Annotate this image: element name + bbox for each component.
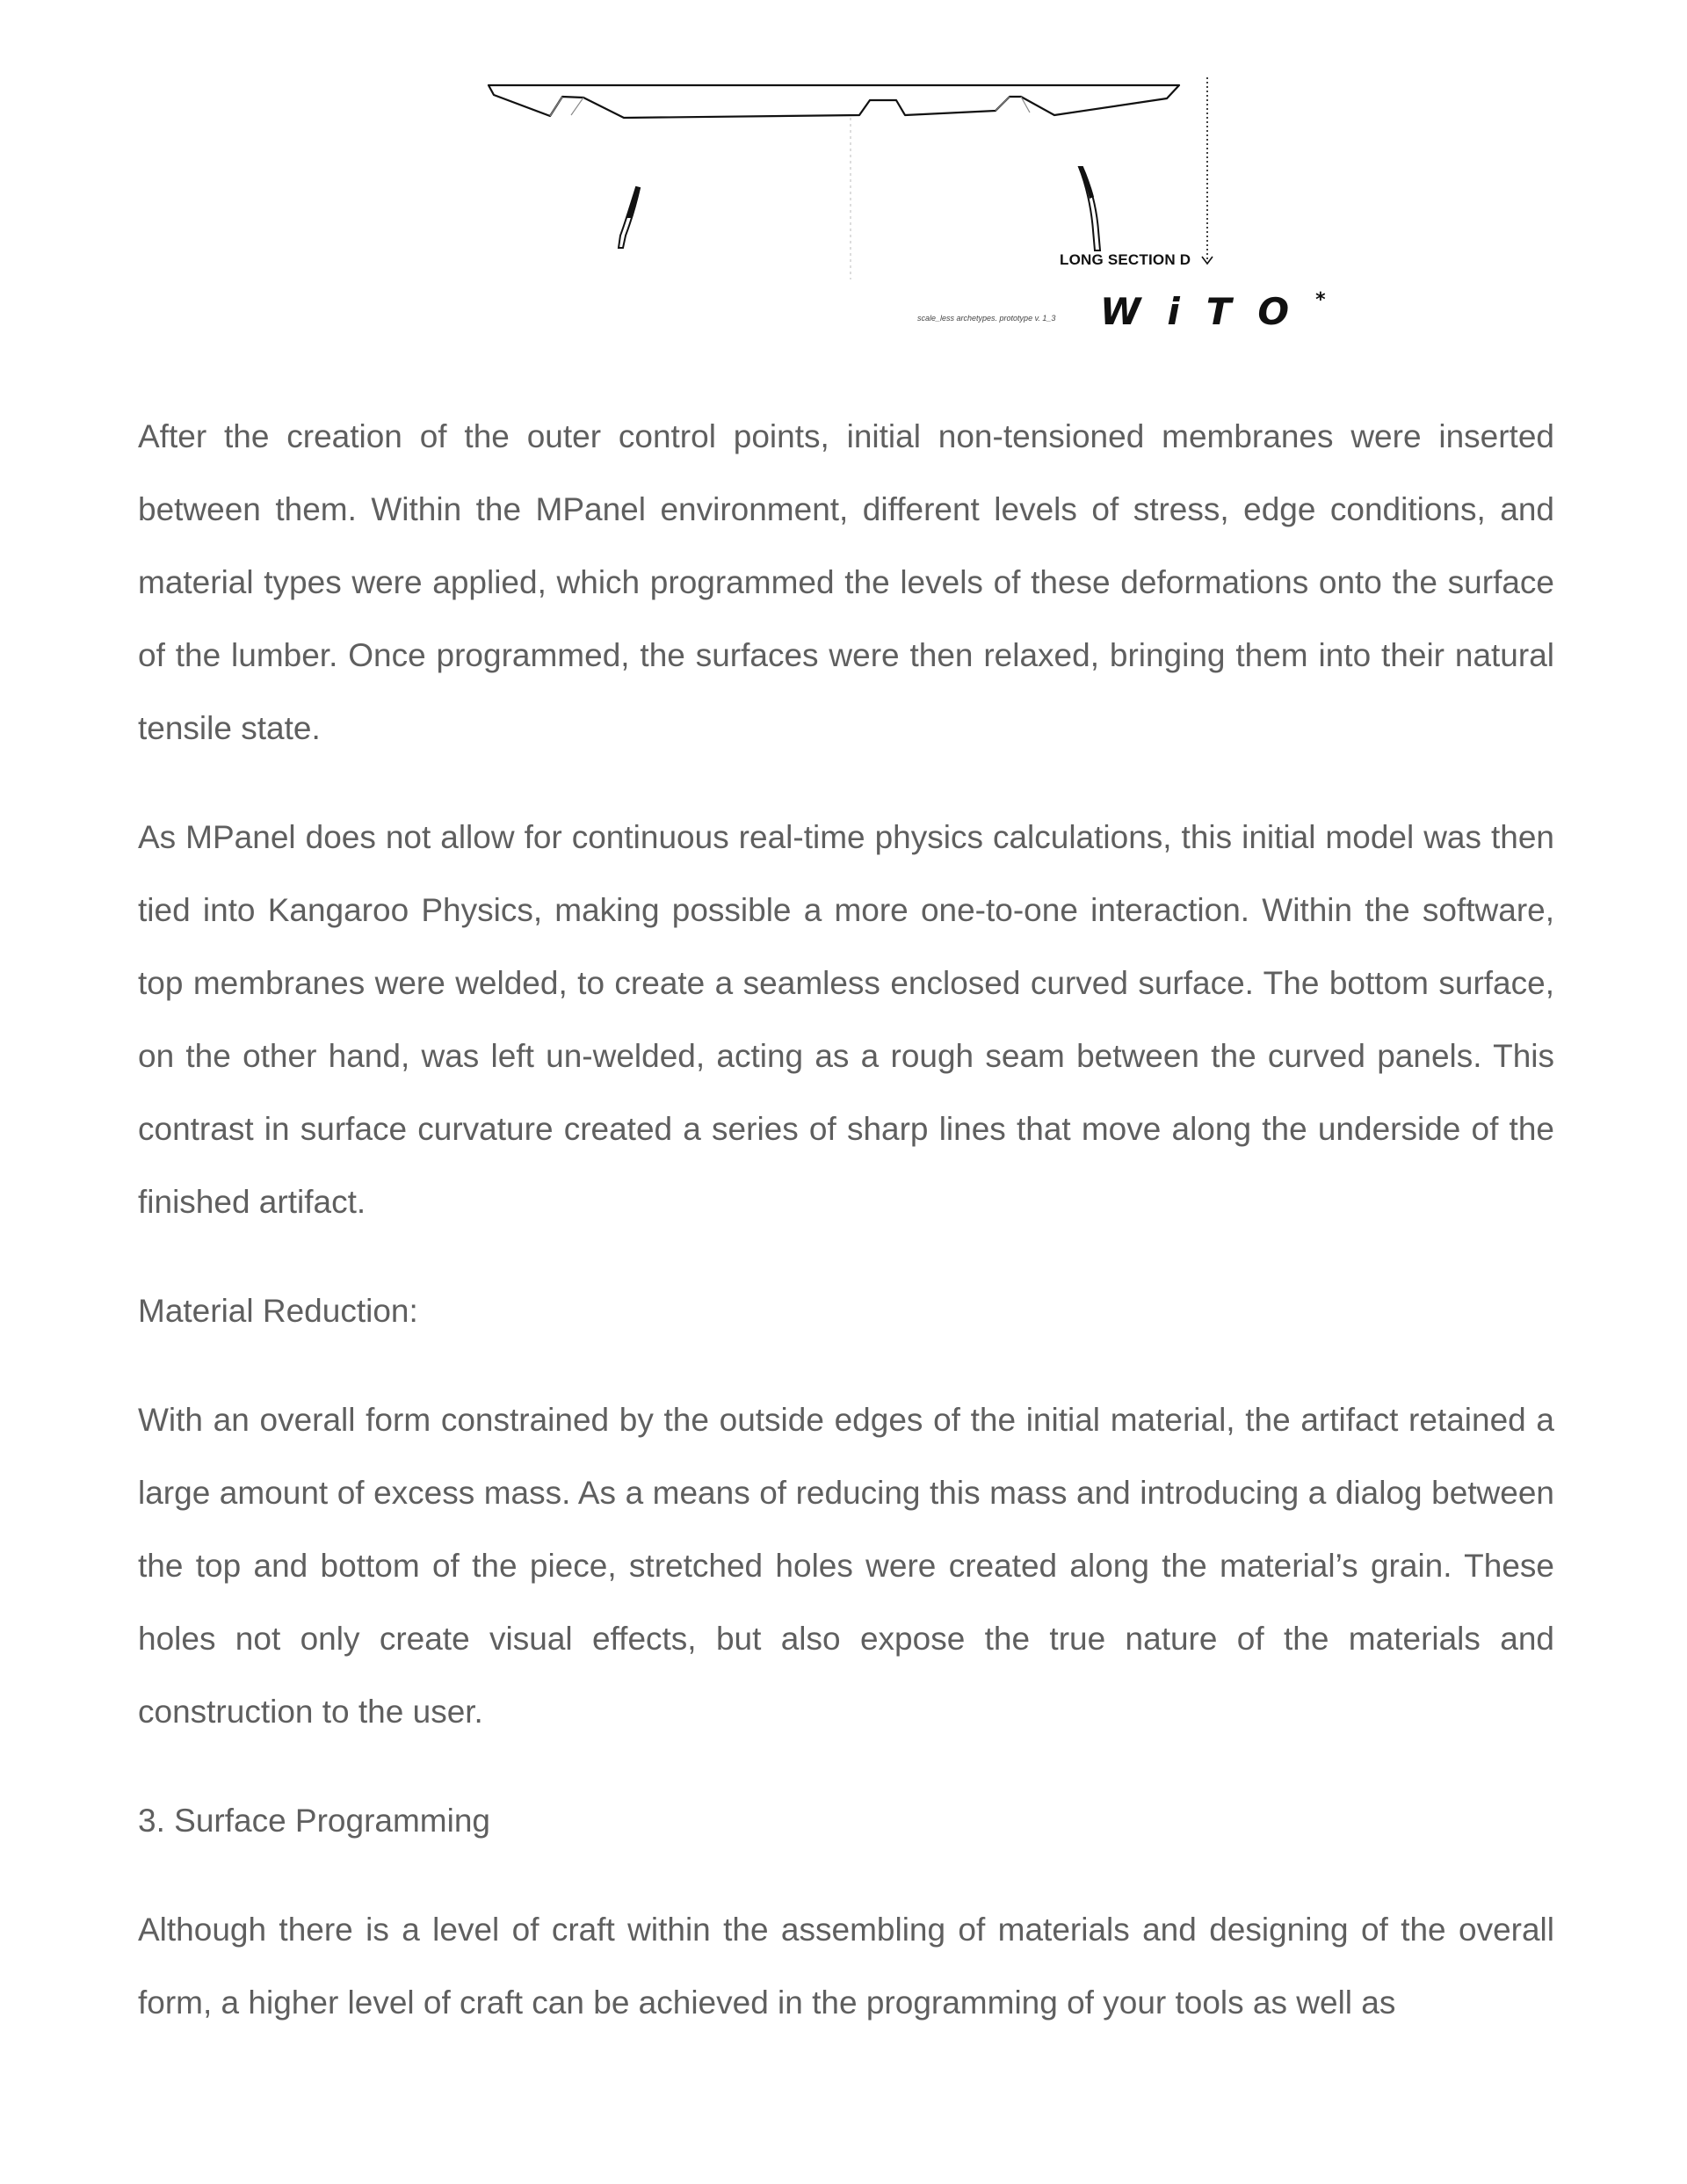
figure-caption: scale_less archetypes. prototype v. 1_3 xyxy=(917,314,1056,323)
long-section-drawing xyxy=(0,0,1687,352)
paragraph-kangaroo-physics: As MPanel does not allow for continuous real-time physics calculations, this initial model was then tied into Kangaroo Physics, making possible a more one-to-one interaction. Within the software, top membranes were welded, to create a seamless enclosed curved surface. The bottom surface, on the other hand, was left un-welded, acting as a rough seam between the curved panels. This contrast in surface curvature created a series of sharp lines that move along the underside of the finished artifact. xyxy=(138,819,1554,1220)
logo-mark: * xyxy=(1315,289,1326,311)
long-section-figure xyxy=(0,0,1687,352)
heading-surface-programming: 3. Surface Programming xyxy=(138,1803,491,1839)
wito-logo xyxy=(1100,289,1326,333)
logo-text: WiTO xyxy=(1100,290,1316,333)
section-label: LONG SECTION D xyxy=(1060,251,1191,268)
right-leg xyxy=(1079,167,1100,250)
paragraph-control-points: After the creation of the outer control points, initial non-tensioned membranes were inserted between them. Within the MPanel environment, different levels of stress, edge conditions, and material types were applied, which programmed the levels of these deformations onto the surface of the lumber. Once programmed, the surfaces were then relaxed, bringing them into their natural tensile state. xyxy=(138,418,1554,746)
paragraph-material-reduction: With an overall form constrained by the outside edges of the initial material, the artifact retained a large amount of excess mass. As a means of reducing this mass and introducing a dialog between the top and bottom of the piece, stretched holes were created along the material’s grain. These holes not only create visual effects, but also expose the true nature of the materials and construction to the user. xyxy=(138,1402,1554,1730)
right-leg-tip xyxy=(1079,167,1094,199)
slab-outline xyxy=(489,85,1179,118)
paragraph-surface-programming: Although there is a level of craft within the assembling of materials and designing of the overall form, a higher level of craft can be achieved in the programming of your tools as well as xyxy=(138,1912,1554,2021)
document-body xyxy=(138,400,1554,2039)
heading-material-reduction: Material Reduction: xyxy=(138,1293,418,1329)
